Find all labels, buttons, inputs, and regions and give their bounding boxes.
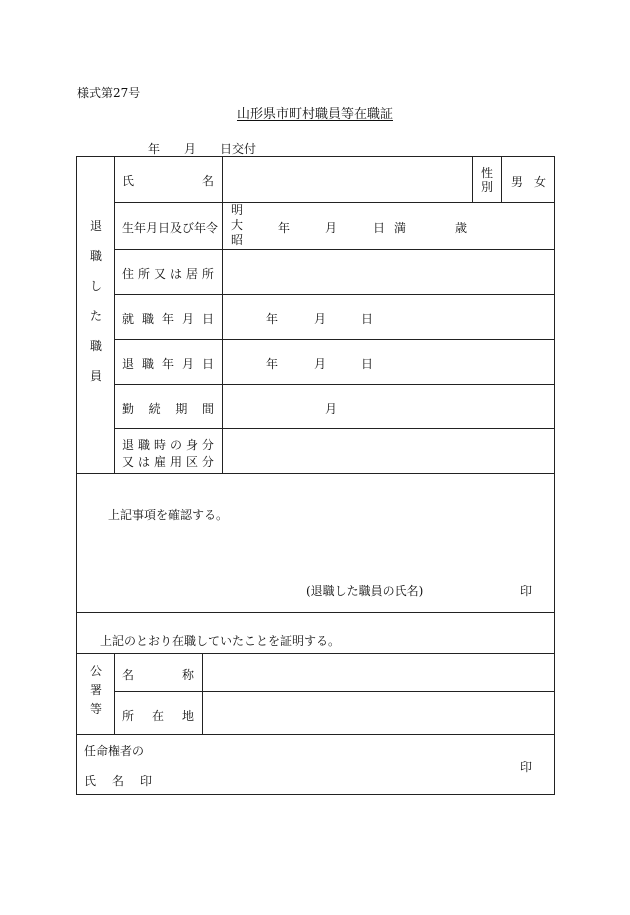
form-title (0, 103, 630, 122)
row-divider (114, 202, 555, 203)
birth-date-label: 生年月日及び年令 (122, 221, 219, 235)
retirement-day-label: 日 (361, 357, 374, 371)
office-location-field[interactable] (204, 693, 553, 733)
form-title-text: 山形県市町村職員等在職証 (236, 107, 393, 122)
office-name-field[interactable] (204, 655, 553, 690)
address-field[interactable] (224, 251, 553, 293)
issue-year-label: 年 (148, 142, 161, 156)
appointer-label-line2: 氏 名 印 (84, 774, 152, 788)
issue-date (148, 140, 268, 156)
issue-month-label: 月 (184, 142, 197, 156)
employment-date-label: 就 職 年 月 日 (122, 312, 214, 326)
sex-options[interactable] (511, 173, 546, 190)
column-divider (114, 653, 115, 734)
section-divider (76, 653, 555, 654)
sex-option-female[interactable]: 女 (533, 175, 546, 189)
section-divider (76, 612, 555, 613)
row-divider (114, 339, 555, 340)
full-age-label: 満 (394, 221, 407, 235)
sex-option-male[interactable]: 男 (511, 175, 524, 189)
appointer-label-line1: 任命権者の (84, 744, 145, 758)
column-divider (472, 156, 473, 202)
address-label: 住 所 又 は 居 所 (122, 267, 214, 281)
age-label: 歳 (455, 221, 468, 235)
employment-year-label: 年 (266, 312, 279, 326)
form-number: 様式第27号 (77, 86, 141, 100)
column-divider (202, 653, 203, 734)
birth-day-label: 日 (373, 221, 386, 235)
status-label-line2: 又 は 雇 用 区 分 (122, 455, 214, 469)
column-divider (114, 156, 115, 473)
birth-month-label: 月 (325, 221, 338, 235)
office-heading: 公 署 等 (89, 664, 102, 716)
status-label-line1: 退 職 時 の 身 分 (122, 438, 214, 452)
section-divider (76, 734, 555, 735)
retirement-date-label: 退 職 年 月 日 (122, 357, 214, 371)
office-location-label: 所 在 地 (122, 709, 194, 723)
name-field[interactable] (224, 158, 470, 200)
section-divider (76, 473, 555, 474)
birth-year-label: 年 (278, 221, 291, 235)
certification-text: 上記のとおり在職していたことを証明する。 (100, 634, 341, 648)
row-divider (114, 249, 555, 250)
service-period-label: 勤 続 期 間 (122, 402, 214, 416)
issue-day-label: 日交付 (220, 142, 257, 156)
sex-label: 性 別 (480, 166, 493, 194)
name-label: 氏 名 (122, 174, 214, 188)
retired-staff-heading: 退 職 し た 職 員 (89, 219, 102, 383)
era-taisho: 大 (230, 218, 243, 232)
row-divider (114, 294, 555, 295)
row-divider (114, 691, 555, 692)
confirmation-signer-label: (退職した職員の氏名) (306, 584, 424, 598)
era-options (230, 204, 244, 246)
confirmation-text: 上記事項を確認する。 (108, 508, 229, 522)
retirement-year-label: 年 (266, 357, 279, 371)
era-meiji: 明 (230, 203, 243, 217)
employment-month-label: 月 (314, 312, 327, 326)
era-showa: 昭 (230, 233, 243, 247)
column-divider (222, 156, 223, 473)
confirmation-seal-mark: 印 (520, 584, 533, 598)
column-divider (501, 156, 502, 202)
appointer-seal-mark: 印 (520, 760, 533, 774)
row-divider (114, 384, 555, 385)
row-divider (114, 428, 555, 429)
employment-day-label: 日 (361, 312, 374, 326)
service-period-month-label: 月 (325, 402, 338, 416)
office-name-label: 名 称 (122, 668, 194, 682)
retirement-month-label: 月 (314, 357, 327, 371)
